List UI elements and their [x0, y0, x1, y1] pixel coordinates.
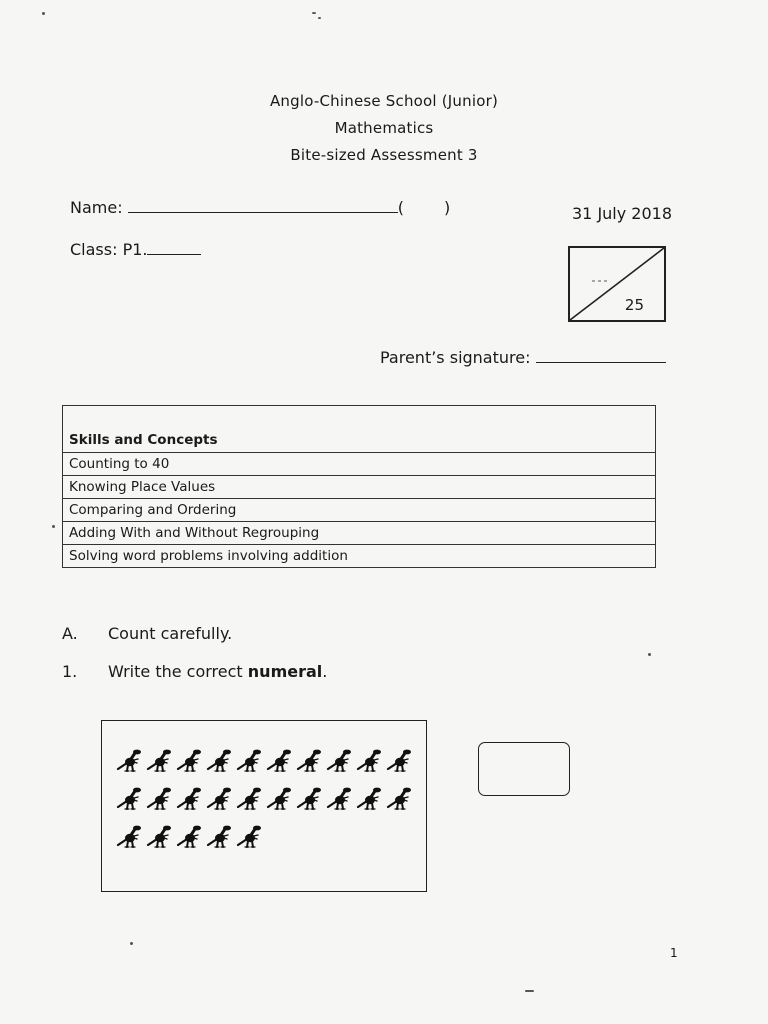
dinosaur-icon [326, 785, 354, 813]
dinosaur-icon [266, 747, 294, 775]
parent-signature-row [380, 348, 666, 367]
dinosaur-icon [296, 747, 324, 775]
name-field[interactable] [128, 212, 398, 213]
question-text [108, 662, 327, 681]
question-number: 1. [62, 662, 78, 681]
register-paren-open: ( [397, 198, 404, 217]
name-label: Name: [70, 198, 123, 217]
dinosaur-icon [356, 747, 384, 775]
dinosaur-icon [146, 785, 174, 813]
scan-speck [42, 12, 45, 15]
skills-table-header: Skills and Concepts [63, 406, 656, 453]
score-total: 25 [624, 296, 644, 314]
subject-title: Mathematics [334, 119, 434, 137]
dinosaur-icon [356, 785, 384, 813]
assessment-title: Bite-sized Assessment 3 [290, 146, 478, 164]
answer-box[interactable] [478, 742, 570, 796]
dinosaur-icon [206, 823, 234, 851]
scan-speck [648, 653, 651, 656]
dinosaur-icon [116, 823, 144, 851]
dinosaur-icon [146, 823, 174, 851]
dinosaur-icon [176, 747, 204, 775]
parent-signature-label: Parent’s signature: [380, 348, 531, 367]
name-row [70, 198, 450, 217]
dinosaur-icon [206, 785, 234, 813]
class-field[interactable] [147, 254, 201, 255]
dinosaur-icon [296, 785, 324, 813]
dinosaur-icon [236, 785, 264, 813]
score-box [568, 246, 666, 322]
dinosaur-icon [116, 747, 144, 775]
dinosaur-icon [176, 823, 204, 851]
scan-speck [525, 990, 534, 992]
skills-row: Comparing and Ordering [63, 499, 656, 522]
dinosaur-icon [236, 747, 264, 775]
skills-table [62, 405, 656, 568]
scan-speck [130, 942, 133, 945]
class-row [70, 240, 201, 259]
dinosaur-icon [116, 785, 144, 813]
dinosaur-icon [386, 747, 414, 775]
dinosaur-icon [386, 785, 414, 813]
counting-picture-box [101, 720, 427, 892]
parent-signature-field[interactable] [536, 362, 666, 363]
class-label: Class: P1. [70, 240, 148, 259]
skills-row: Knowing Place Values [63, 476, 656, 499]
skills-row: Counting to 40 [63, 453, 656, 476]
dinosaur-icon [326, 747, 354, 775]
assessment-date: 31 July 2018 [572, 204, 673, 223]
section-letter: A. [62, 624, 78, 643]
scan-speck [312, 12, 316, 14]
section-instruction: Count carefully. [108, 624, 233, 643]
page-number: 1 [670, 946, 678, 960]
school-name: Anglo-Chinese School (Junior) [269, 92, 499, 110]
score-divider [570, 248, 664, 320]
dinosaur-icon [146, 747, 174, 775]
dinosaur-icon [176, 785, 204, 813]
register-paren-close: ) [443, 198, 451, 217]
dinosaur-icon [266, 785, 294, 813]
scan-speck [318, 17, 321, 19]
dinosaur-icon [236, 823, 264, 851]
question-text-start: Write the correct [108, 662, 248, 681]
skills-row: Adding With and Without Regrouping [63, 522, 656, 545]
question-text-keyword: numeral [247, 662, 323, 681]
skills-row: Solving word problems involving addition [63, 545, 656, 568]
dinosaur-icon [206, 747, 234, 775]
scan-speck [52, 525, 55, 528]
question-text-end: . [322, 662, 328, 681]
